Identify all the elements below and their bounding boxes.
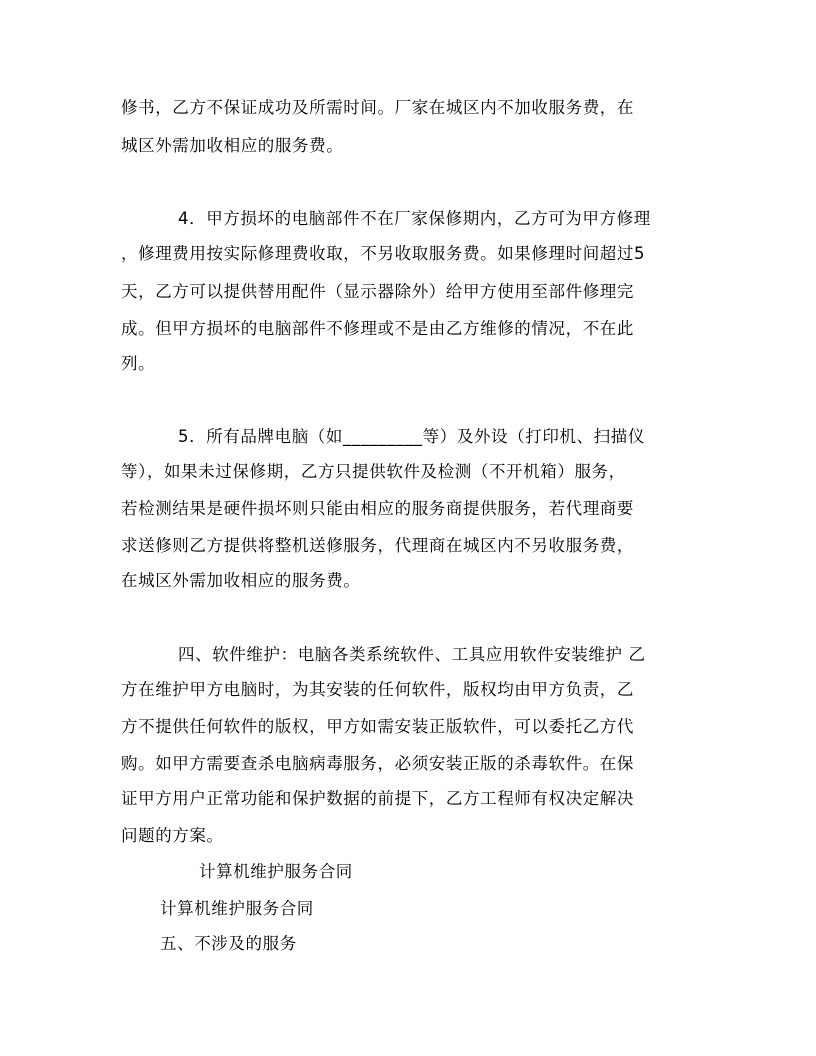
paragraph-2-line-2: ，修理费用按实际修理费收取，不另收取服务费。如果修理时间超过5	[121, 244, 646, 263]
paragraph-2-line-3: 天，乙方可以提供替用配件（显示器除外）给甲方使用至部件修理完	[121, 282, 634, 301]
paragraph-4-line-4: 购。如甲方需要查杀电脑病毒服务，必须安装正版的杀毒软件。在保	[121, 754, 634, 773]
paragraph-3-line-5: 在城区外需加收相应的服务费。	[121, 571, 361, 590]
paragraph-2-line-4: 成。但甲方损坏的电脑部件不修理或不是由乙方维修的情况，不在此	[121, 319, 634, 338]
paragraph-4-line-2: 方在维护甲方电脑时，为其安装的任何软件，版权均由甲方负责，乙	[121, 680, 634, 699]
paragraph-4-line-1: 四、软件维护：电脑各类系统软件、工具应用软件安装维护 乙	[178, 645, 646, 664]
paragraph-3-line-2: 等），如果未过保修期，乙方只提供软件及检测（不开机箱）服务，	[121, 462, 626, 481]
paragraph-3-line-1: 5．所有品牌电脑（如_________等）及外设（打印机、扫描仪	[178, 427, 645, 446]
paragraph-3-line-4: 求送修则乙方提供将整机送修服务，代理商在城区内不另收服务费，	[121, 536, 634, 555]
paragraph-4-line-6: 问题的方案。	[121, 826, 224, 845]
paragraph-2-line-5: 列。	[121, 354, 156, 373]
paragraph-2-line-1: 4．甲方损坏的电脑部件不在厂家保修期内，乙方可为甲方修理	[178, 209, 651, 228]
paragraph-1-line-2: 城区外需加收相应的服务费。	[121, 136, 344, 155]
contract-title-1: 计算机维护服务合同	[199, 862, 353, 881]
contract-title-2: 计算机维护服务合同	[160, 899, 314, 918]
paragraph-4-line-5: 证甲方用户正常功能和保护数据的前提下，乙方工程师有权决定解决	[121, 789, 634, 808]
paragraph-4-line-3: 方不提供任何软件的版权，甲方如需安装正版软件，可以委托乙方代	[121, 717, 634, 736]
paragraph-3-line-3: 若检测结果是硬件损坏则只能由相应的服务商提供服务，若代理商要	[121, 499, 634, 518]
section-heading-5: 五、不涉及的服务	[160, 934, 297, 953]
paragraph-1-line-1: 修书，乙方不保证成功及所需时间。厂家在城区内不加收服务费，在	[121, 98, 634, 117]
